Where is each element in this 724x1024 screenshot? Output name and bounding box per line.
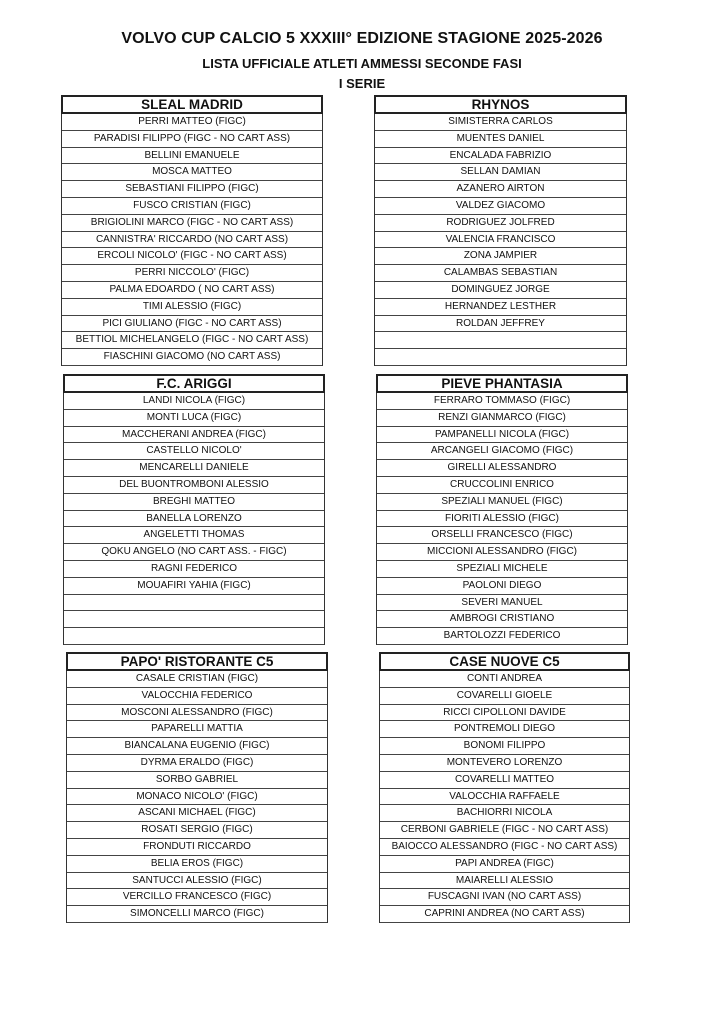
- player-list: [66, 671, 328, 923]
- player-row: SPEZIALI MANUEL (FIGC): [377, 494, 627, 511]
- player-row: CERBONI GABRIELE (FIGC - NO CART ASS): [380, 822, 629, 839]
- player-row: AMBROGI CRISTIANO: [377, 611, 627, 628]
- player-row: BRIGIOLINI MARCO (FIGC - NO CART ASS): [62, 215, 322, 232]
- player-row: PERRI MATTEO (FIGC): [62, 114, 322, 131]
- team-table-fc-ariggi: [63, 374, 325, 645]
- player-row: ANGELETTI THOMAS: [64, 527, 324, 544]
- player-row: CASTELLO NICOLO': [64, 443, 324, 460]
- player-row: VERCILLO FRANCESCO (FIGC): [67, 889, 327, 906]
- player-row: [375, 349, 626, 366]
- player-row: BIANCALANA EUGENIO (FIGC): [67, 738, 327, 755]
- player-row: COVARELLI GIOELE: [380, 688, 629, 705]
- player-row: FIORITI ALESSIO (FIGC): [377, 511, 627, 528]
- player-row: PICI GIULIANO (FIGC - NO CART ASS): [62, 316, 322, 333]
- player-row: MOUAFIRI YAHIA (FIGC): [64, 578, 324, 595]
- player-row: SORBO GABRIEL: [67, 772, 327, 789]
- player-row: SANTUCCI ALESSIO (FIGC): [67, 873, 327, 890]
- player-row: CONTI ANDREA: [380, 671, 629, 688]
- player-list: [61, 114, 323, 366]
- player-row: [64, 628, 324, 645]
- player-row: QOKU ANGELO (NO CART ASS. - FIGC): [64, 544, 324, 561]
- document-title: VOLVO CUP CALCIO 5 XXXIII° EDIZIONE STAGIONE 2025-2026: [121, 30, 603, 47]
- player-row: DEL BUONTROMBONI ALESSIO: [64, 477, 324, 494]
- player-row: FRONDUTI RICCARDO: [67, 839, 327, 856]
- document-subtitle: LISTA UFFICIALE ATLETI AMMESSI SECONDE FASI: [202, 56, 522, 71]
- player-row: DOMINGUEZ JORGE: [375, 282, 626, 299]
- player-row: SELLAN DAMIAN: [375, 164, 626, 181]
- player-row: [375, 332, 626, 349]
- player-row: VALDEZ GIACOMO: [375, 198, 626, 215]
- player-row: BARTOLOZZI FEDERICO: [377, 628, 627, 645]
- player-row: MONTEVERO LORENZO: [380, 755, 629, 772]
- player-row: TIMI ALESSIO (FIGC): [62, 299, 322, 316]
- player-row: CRUCCOLINI ENRICO: [377, 477, 627, 494]
- player-row: RAGNI FEDERICO: [64, 561, 324, 578]
- player-row: HERNANDEZ LESTHER: [375, 299, 626, 316]
- player-row: ARCANGELI GIACOMO (FIGC): [377, 443, 627, 460]
- player-row: MONACO NICOLO' (FIGC): [67, 789, 327, 806]
- team-table-rhynos: [374, 95, 627, 366]
- player-row: PAPI ANDREA (FIGC): [380, 856, 629, 873]
- team-table-papo-ristorante-c5: [66, 652, 328, 923]
- player-row: DYRMA ERALDO (FIGC): [67, 755, 327, 772]
- player-row: PARADISI FILIPPO (FIGC - NO CART ASS): [62, 131, 322, 148]
- player-row: PAMPANELLI NICOLA (FIGC): [377, 427, 627, 444]
- player-row: ASCANI MICHAEL (FIGC): [67, 805, 327, 822]
- team-name: CASE NUOVE C5: [379, 652, 630, 671]
- player-row: ERCOLI NICOLO' (FIGC - NO CART ASS): [62, 248, 322, 265]
- player-row: RODRIGUEZ JOLFRED: [375, 215, 626, 232]
- team-name: PAPO' RISTORANTE C5: [66, 652, 328, 671]
- player-row: SIMISTERRA CARLOS: [375, 114, 626, 131]
- series-label: I SERIE: [338, 76, 386, 91]
- player-list: [376, 393, 628, 645]
- player-row: FIASCHINI GIACOMO (NO CART ASS): [62, 349, 322, 366]
- player-row: ROLDAN JEFFREY: [375, 316, 626, 333]
- player-row: BACHIORRI NICOLA: [380, 805, 629, 822]
- player-row: FUSCO CRISTIAN (FIGC): [62, 198, 322, 215]
- player-row: PAPARELLI MATTIA: [67, 721, 327, 738]
- player-row: PAOLONI DIEGO: [377, 578, 627, 595]
- player-row: BANELLA LORENZO: [64, 511, 324, 528]
- player-row: BELIA EROS (FIGC): [67, 856, 327, 873]
- player-list: [379, 671, 630, 923]
- player-row: MUENTES DANIEL: [375, 131, 626, 148]
- player-row: PALMA EDOARDO ( NO CART ASS): [62, 282, 322, 299]
- player-row: LANDI NICOLA (FIGC): [64, 393, 324, 410]
- player-row: MOSCONI ALESSANDRO (FIGC): [67, 705, 327, 722]
- player-row: MENCARELLI DANIELE: [64, 460, 324, 477]
- player-row: CASALE CRISTIAN (FIGC): [67, 671, 327, 688]
- player-row: ENCALADA FABRIZIO: [375, 148, 626, 165]
- player-row: [64, 611, 324, 628]
- player-row: MACCHERANI ANDREA (FIGC): [64, 427, 324, 444]
- player-row: CANNISTRA' RICCARDO (NO CART ASS): [62, 232, 322, 249]
- team-name: F.C. ARIGGI: [63, 374, 325, 393]
- team-name: RHYNOS: [374, 95, 627, 114]
- player-row: MAIARELLI ALESSIO: [380, 873, 629, 890]
- player-row: [64, 595, 324, 612]
- player-row: VALOCCHIA FEDERICO: [67, 688, 327, 705]
- player-row: MONTI LUCA (FIGC): [64, 410, 324, 427]
- team-table-case-nuove-c5: [379, 652, 630, 923]
- player-row: MOSCA MATTEO: [62, 164, 322, 181]
- player-list: [374, 114, 627, 366]
- player-row: FUSCAGNI IVAN (NO CART ASS): [380, 889, 629, 906]
- team-table-sleal-madrid: [61, 95, 323, 366]
- player-row: SEBASTIANI FILIPPO (FIGC): [62, 181, 322, 198]
- player-row: BAIOCCO ALESSANDRO (FIGC - NO CART ASS): [380, 839, 629, 856]
- player-row: CALAMBAS SEBASTIAN: [375, 265, 626, 282]
- player-row: VALOCCHIA RAFFAELE: [380, 789, 629, 806]
- player-row: ORSELLI FRANCESCO (FIGC): [377, 527, 627, 544]
- team-table-pieve-phantasia: [376, 374, 628, 645]
- player-row: GIRELLI ALESSANDRO: [377, 460, 627, 477]
- player-row: COVARELLI MATTEO: [380, 772, 629, 789]
- player-row: SEVERI MANUEL: [377, 595, 627, 612]
- player-row: SIMONCELLI MARCO (FIGC): [67, 906, 327, 923]
- player-row: PERRI NICCOLO' (FIGC): [62, 265, 322, 282]
- player-list: [63, 393, 325, 645]
- player-row: AZANERO AIRTON: [375, 181, 626, 198]
- team-name: SLEAL MADRID: [61, 95, 323, 114]
- player-row: ZONA JAMPIER: [375, 248, 626, 265]
- player-row: BONOMI FILIPPO: [380, 738, 629, 755]
- player-row: MICCIONI ALESSANDRO (FIGC): [377, 544, 627, 561]
- player-row: RENZI GIANMARCO (FIGC): [377, 410, 627, 427]
- player-row: VALENCIA FRANCISCO: [375, 232, 626, 249]
- player-row: SPEZIALI MICHELE: [377, 561, 627, 578]
- player-row: FERRARO TOMMASO (FIGC): [377, 393, 627, 410]
- player-row: ROSATI SERGIO (FIGC): [67, 822, 327, 839]
- player-row: BREGHI MATTEO: [64, 494, 324, 511]
- team-name: PIEVE PHANTASIA: [376, 374, 628, 393]
- player-row: CAPRINI ANDREA (NO CART ASS): [380, 906, 629, 923]
- player-row: PONTREMOLI DIEGO: [380, 721, 629, 738]
- player-row: RICCI CIPOLLONI DAVIDE: [380, 705, 629, 722]
- player-row: BETTIOL MICHELANGELO (FIGC - NO CART ASS): [62, 332, 322, 349]
- player-row: BELLINI EMANUELE: [62, 148, 322, 165]
